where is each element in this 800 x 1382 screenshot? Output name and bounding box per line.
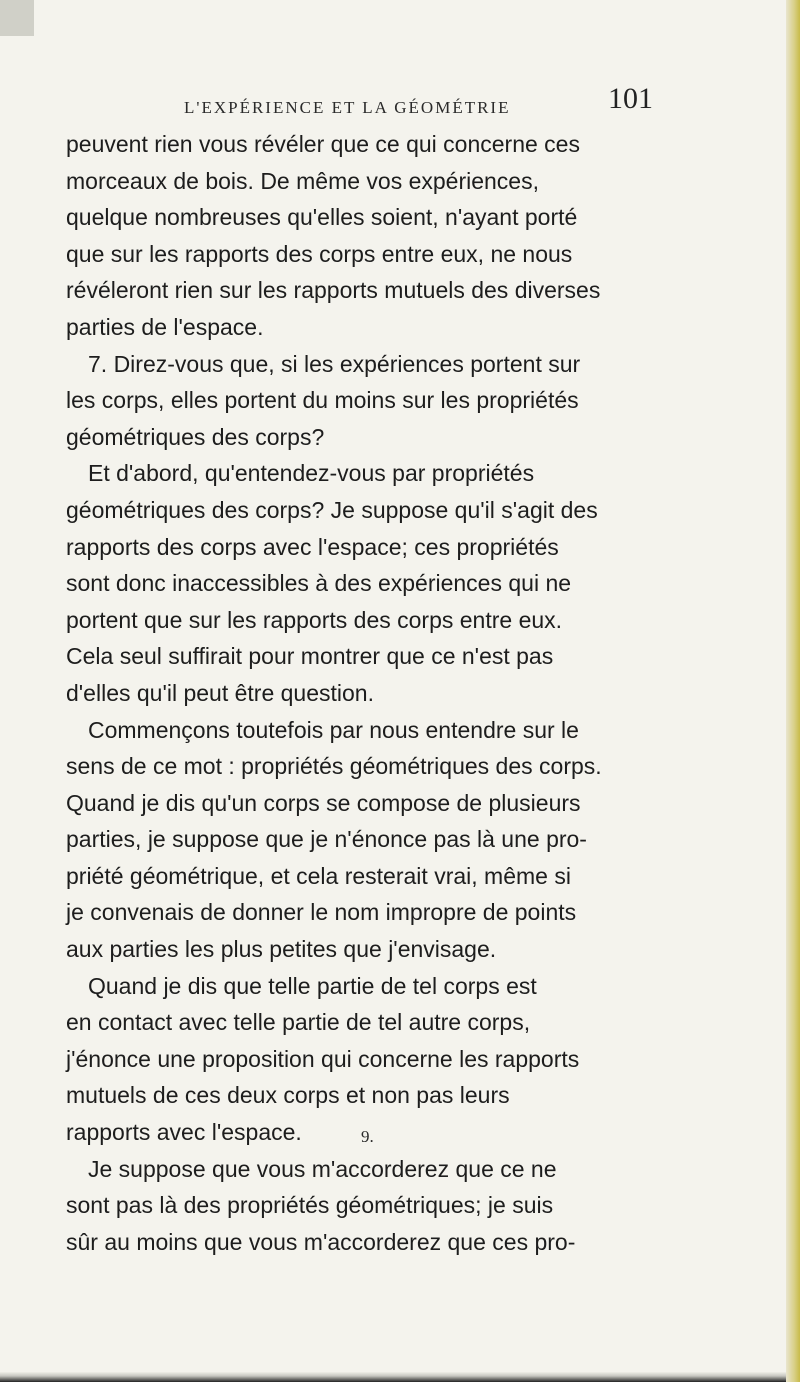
page-edge — [786, 0, 800, 1382]
scan-corner-shadow — [0, 0, 34, 36]
text-line: Et d'abord, qu'entendez-vous par propriétés — [88, 460, 535, 487]
signature-mark: 9. — [361, 1127, 374, 1146]
text-line: sens de ce mot : propriétés géométriques des corps. — [66, 753, 602, 780]
text-line: portent que sur les rapports des corps entre eux. — [66, 606, 563, 633]
text-line: Je suppose que vous m'accorderez que ce ne — [88, 1155, 557, 1182]
text-line: d'elles qu'il peut être question. — [66, 679, 374, 706]
text-line: géométriques des corps? Je suppose qu'il s'agit des — [66, 496, 598, 523]
page-number: 101 — [608, 82, 653, 115]
text-line: rapports avec l'espace. — [66, 1119, 302, 1146]
text-line: priété géométrique, et cela resterait vrai, même si — [66, 862, 571, 889]
bottom-shadow-rule — [0, 1372, 786, 1382]
running-head: L'EXPÉRIENCE ET LA GÉOMÉTRIE — [184, 98, 511, 117]
text-line: sont donc inaccessibles à des expériences qui ne — [66, 570, 572, 597]
text-line: morceaux de bois. De même vos expériences, — [66, 167, 539, 194]
text-line: sûr au moins que vous m'accorderez que ces pro- — [66, 1228, 576, 1255]
text-line: sont pas là des propriétés géométriques; je suis — [66, 1192, 554, 1219]
text-line: quelque nombreuses qu'elles soient, n'ayant porté — [66, 204, 578, 231]
text-line: je convenais de donner le nom impropre de points — [66, 899, 577, 926]
text-line: Quand je dis que telle partie de tel corps est — [88, 972, 537, 999]
text-line: Quand je dis qu'un corps se compose de plusieurs — [66, 789, 581, 816]
text-line: Cela seul suffirait pour montrer que ce n'est pas — [66, 643, 554, 670]
text-line: aux parties les plus petites que j'envisage. — [66, 936, 497, 963]
text-line: 7. Direz-vous que, si les expériences portent sur — [88, 350, 581, 377]
text-line: que sur les rapports des corps entre eux, ne nous — [66, 240, 573, 267]
text-line: en contact avec telle partie de tel autre corps, — [66, 1009, 531, 1036]
text-line: parties, je suppose que je n'énonce pas là une pro- — [66, 826, 587, 853]
text-line: j'énonce une proposition qui concerne les rapports — [66, 1045, 580, 1072]
text-line: géométriques des corps? — [66, 423, 325, 450]
text-line: peuvent rien vous révéler que ce qui concerne ces — [66, 131, 580, 157]
text-line: parties de l'espace. — [66, 313, 264, 340]
text-line: révéleront rien sur les rapports mutuels des diverses — [66, 277, 601, 304]
body-text — [66, 126, 676, 1260]
text-line: les corps, elles portent du moins sur les propriétés — [66, 387, 579, 414]
text-line: Commençons toutefois par nous entendre sur le — [88, 716, 579, 743]
text-line: mutuels de ces deux corps et non pas leurs — [66, 1082, 510, 1109]
text-line: rapports des corps avec l'espace; ces propriétés — [66, 533, 559, 560]
